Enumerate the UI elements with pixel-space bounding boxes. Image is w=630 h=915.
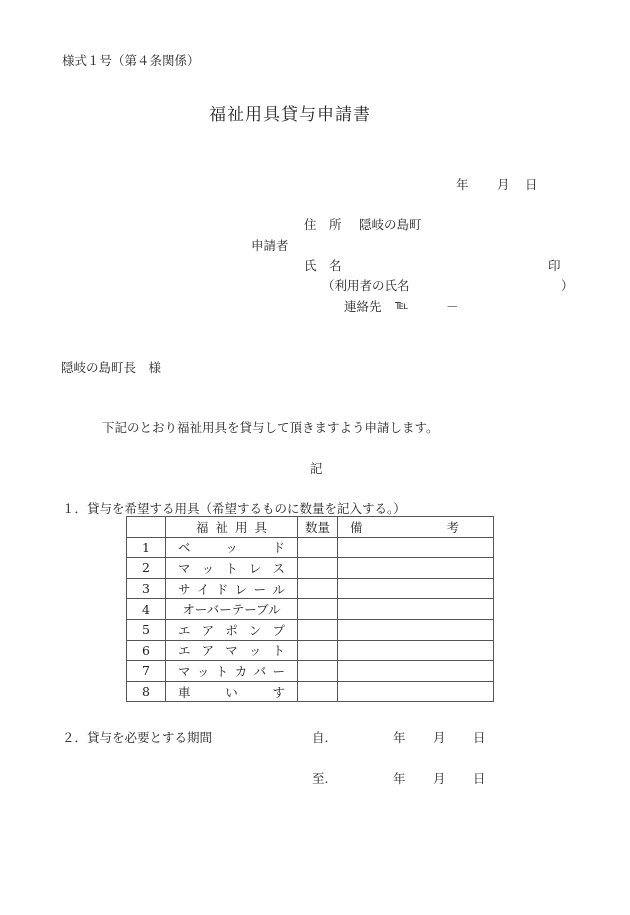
header-quantity: 数量	[298, 517, 338, 538]
table-row	[127, 619, 494, 640]
row-number: 7	[127, 661, 166, 682]
addressee: 隠岐の島町長 様	[61, 360, 162, 375]
name-char: サ	[178, 581, 191, 597]
address-value: 隠岐の島町	[359, 217, 422, 232]
quantity-field[interactable]	[298, 599, 338, 620]
name-char: イ	[196, 581, 210, 597]
name-char: ア	[201, 643, 215, 659]
name-char: マ	[178, 560, 191, 576]
header-char: 福	[196, 519, 209, 535]
period-to-day: 日	[473, 771, 486, 786]
name-char: ド	[272, 540, 285, 556]
header-char: 考	[446, 519, 459, 535]
period-to-month: 月	[433, 771, 446, 786]
name-char: ド	[215, 581, 229, 597]
date-day: 日	[525, 177, 538, 192]
period-from-month: 月	[433, 730, 446, 745]
tel-icon: ℡	[395, 297, 409, 312]
quantity-field[interactable]	[298, 640, 338, 661]
quantity-field[interactable]	[298, 537, 338, 558]
remarks-field[interactable]	[338, 537, 494, 558]
period-from-year: 年	[393, 730, 406, 745]
table-row	[127, 640, 494, 661]
equipment-name	[166, 619, 298, 640]
name-char: レ	[234, 581, 248, 597]
seal-mark: 印	[548, 258, 561, 273]
name-char: マ	[225, 643, 238, 659]
section1-heading: １．貸与を希望する用具（希望するものに数量を記入する。）	[62, 501, 406, 516]
name-char: ッ	[201, 560, 215, 576]
row-number: 8	[127, 681, 166, 702]
row-number: 6	[127, 640, 166, 661]
header-char: 備	[350, 519, 363, 535]
name-label: 氏 名	[304, 258, 342, 273]
equipment-name	[166, 558, 298, 579]
table-row	[127, 681, 494, 702]
remarks-field[interactable]	[338, 640, 494, 661]
header-char: 祉	[215, 519, 228, 535]
period-from-label: 自.	[312, 730, 329, 745]
table-row	[127, 599, 494, 620]
name-char: ー	[272, 663, 285, 679]
name-char: カ	[234, 663, 248, 679]
remarks-field[interactable]	[338, 661, 494, 682]
period-to-year: 年	[393, 771, 406, 786]
remarks-field[interactable]	[338, 599, 494, 620]
period-from-day: 日	[473, 730, 486, 745]
remarks-field[interactable]	[338, 619, 494, 640]
user-name-label: （利用者の氏名	[322, 278, 410, 293]
quantity-field[interactable]	[298, 681, 338, 702]
name-char: い	[225, 684, 238, 700]
name-char: ス	[272, 560, 285, 576]
header-char: 具	[254, 519, 267, 535]
name-char: ト	[215, 663, 229, 679]
name-char: ト	[272, 643, 285, 659]
name-char: プ	[272, 622, 285, 638]
body-text: 下記のとおり福祉用具を貸与して頂きますよう申請します。	[102, 420, 439, 435]
address-label: 住 所	[304, 217, 342, 232]
name-char: エ	[178, 643, 191, 659]
form-number: 様式１号（第４条関係）	[62, 53, 200, 68]
table-row	[127, 537, 494, 558]
row-number: 4	[127, 599, 166, 620]
name-char: 車	[178, 684, 191, 700]
name-char: ッ	[225, 540, 238, 556]
name-char: ン	[248, 622, 262, 638]
row-number: 5	[127, 619, 166, 640]
remarks-field[interactable]	[338, 558, 494, 579]
equipment-name	[166, 578, 298, 599]
remarks-field[interactable]	[338, 681, 494, 702]
name-char: マ	[178, 663, 191, 679]
name-char: ベ	[178, 540, 191, 556]
name-char: ッ	[196, 663, 210, 679]
date-month: 月	[497, 177, 510, 192]
name-char: ポ	[225, 622, 238, 638]
quantity-field[interactable]	[298, 578, 338, 599]
row-number: 1	[127, 537, 166, 558]
name-char: ア	[201, 622, 215, 638]
applicant-label: 申請者	[251, 238, 289, 253]
remarks-field[interactable]	[338, 578, 494, 599]
section2-heading: ２．貸与を必要とする期間	[62, 730, 213, 745]
quantity-field[interactable]	[298, 558, 338, 579]
row-number: 2	[127, 558, 166, 579]
equipment-name	[166, 537, 298, 558]
name-char: レ	[248, 560, 262, 576]
table-row	[127, 578, 494, 599]
name-char: エ	[178, 622, 191, 638]
user-name-close: ）	[561, 278, 574, 293]
table-row	[127, 558, 494, 579]
row-number: 3	[127, 578, 166, 599]
tel-dash: －	[446, 299, 459, 314]
header-char: 用	[234, 519, 248, 535]
header-no	[127, 517, 166, 538]
document-title: 福祉用具貸与申請書	[209, 105, 371, 125]
equipment-table	[126, 516, 494, 702]
name-char: ッ	[248, 643, 262, 659]
equipment-name	[166, 681, 298, 702]
name-char: オーバーテーブル	[182, 602, 281, 618]
ki-marker: 記	[310, 461, 323, 476]
quantity-field[interactable]	[298, 661, 338, 682]
name-char: ト	[225, 560, 238, 576]
name-char: す	[272, 684, 285, 700]
header-equipment	[166, 517, 298, 538]
name-char: ル	[272, 581, 285, 597]
period-to-label: 至.	[312, 771, 329, 786]
equipment-name	[166, 640, 298, 661]
header-remarks	[338, 517, 494, 538]
contact-label: 連絡先	[344, 299, 382, 314]
name-char: バ	[253, 663, 267, 679]
table-row	[127, 661, 494, 682]
table-header-row	[127, 517, 494, 538]
equipment-name	[166, 661, 298, 682]
name-char: ー	[253, 581, 267, 597]
equipment-name	[166, 599, 298, 620]
date-year: 年	[456, 177, 469, 192]
quantity-field[interactable]	[298, 619, 338, 640]
